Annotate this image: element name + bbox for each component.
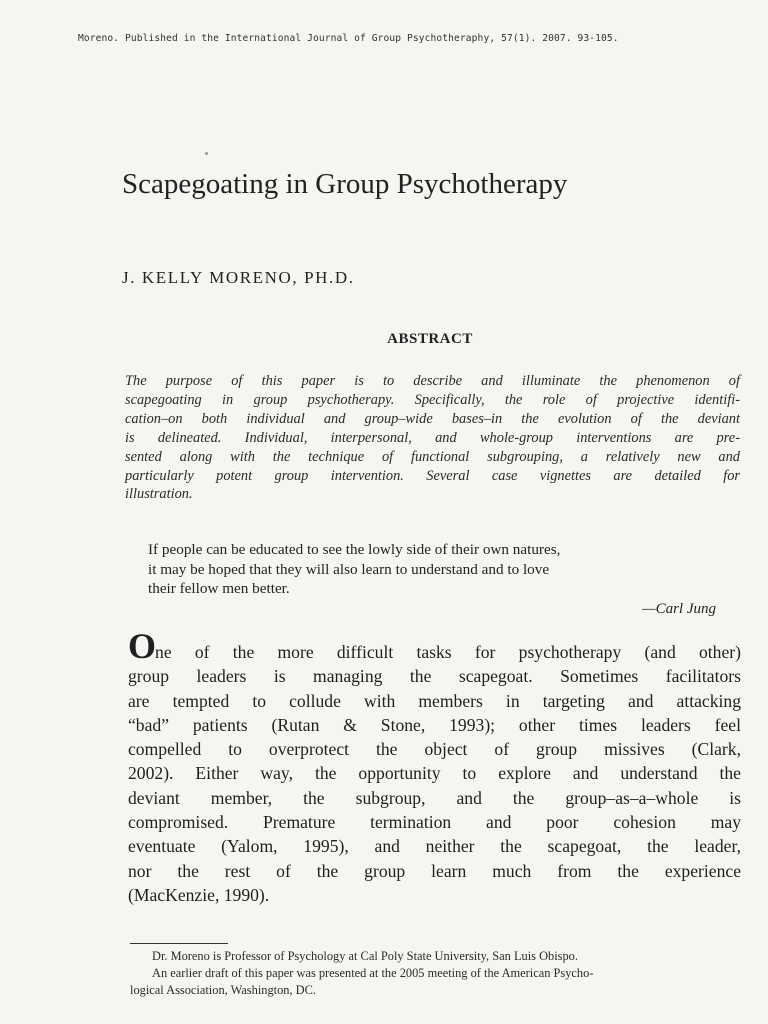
abstract-line: particularly potent group intervention. Several case vignettes are detailed for bbox=[125, 467, 740, 484]
footnote-presentation-note: An earlier draft of this paper was presented at the 2005 meeting of the American Psycho- bbox=[152, 966, 594, 980]
footnote-divider bbox=[130, 943, 228, 944]
body-line: deviant member, the subgroup, and the group–as–a–whole is bbox=[128, 787, 741, 808]
epigraph-line: If people can be educated to see the lowly side of their own natures, bbox=[148, 541, 561, 558]
body-first-line bbox=[128, 626, 741, 666]
article-title: Scapegoating in Group Psychotherapy bbox=[122, 168, 568, 200]
citation-header: Moreno. Published in the International Journal of Group Psychotheraphy, 57(1). 2007. 93-105. bbox=[78, 33, 619, 44]
footnote-author-affiliation: Dr. Moreno is Professor of Psychology at Cal Poly State University, San Luis Obispo. bbox=[152, 949, 578, 963]
abstract-heading: ABSTRACT bbox=[387, 331, 473, 347]
abstract-line: scapegoating in group psychotherapy. Specifically, the role of projective identifi- bbox=[125, 391, 740, 408]
abstract-body bbox=[125, 372, 740, 504]
epigraph-line: it may be hoped that they will also learn to understand and to love bbox=[148, 560, 550, 578]
article-author: J. KELLY MORENO, PH.D. bbox=[122, 268, 355, 287]
body-line: 2002). Either way, the opportunity to explore and understand the bbox=[128, 763, 741, 784]
abstract-line: cation–on both individual and group–wide bases–in the evolution of the deviant bbox=[125, 410, 740, 427]
body-line: compromised. Premature termination and poor cohesion may bbox=[128, 812, 741, 833]
body-line: are tempted to collude with members in targeting and attacking bbox=[128, 690, 741, 711]
footnote-presentation-note-cont: logical Association, Washington, DC. bbox=[130, 983, 316, 997]
abstract-line: sented along with the technique of functional subgrouping, a relatively new and bbox=[125, 448, 740, 465]
abstract-line: is delineated. Individual, interpersonal, and whole-group interventions are pre- bbox=[125, 429, 740, 446]
body-line: eventuate (Yalom, 1995), and neither the scapegoat, the leader, bbox=[128, 836, 741, 857]
body-line: (MacKenzie, 1990). bbox=[128, 884, 270, 905]
body-paragraph bbox=[128, 626, 741, 907]
abstract-line: The purpose of this paper is to describe and illuminate the phenomenon of bbox=[125, 373, 740, 389]
scan-artifact-dot bbox=[205, 152, 208, 155]
body-line: group leaders is managing the scapegoat. Sometimes facilitators bbox=[128, 666, 741, 687]
abstract-line: illustration. bbox=[125, 486, 193, 503]
drop-cap: O bbox=[128, 626, 156, 666]
epigraph-quote bbox=[148, 540, 728, 599]
epigraph-line: their fellow men better. bbox=[148, 580, 290, 597]
epigraph-attribution: —Carl Jung bbox=[642, 601, 716, 617]
footnotes bbox=[130, 948, 745, 999]
body-line: “bad” patients (Rutan & Stone, 1993); other times leaders feel bbox=[128, 714, 741, 735]
body-line: ne of the more difficult tasks for psychotherapy (and other) bbox=[155, 642, 741, 662]
body-line: compelled to overprotect the object of group missives (Clark, bbox=[128, 739, 741, 760]
body-line: nor the rest of the group learn much from the experience bbox=[128, 860, 741, 881]
